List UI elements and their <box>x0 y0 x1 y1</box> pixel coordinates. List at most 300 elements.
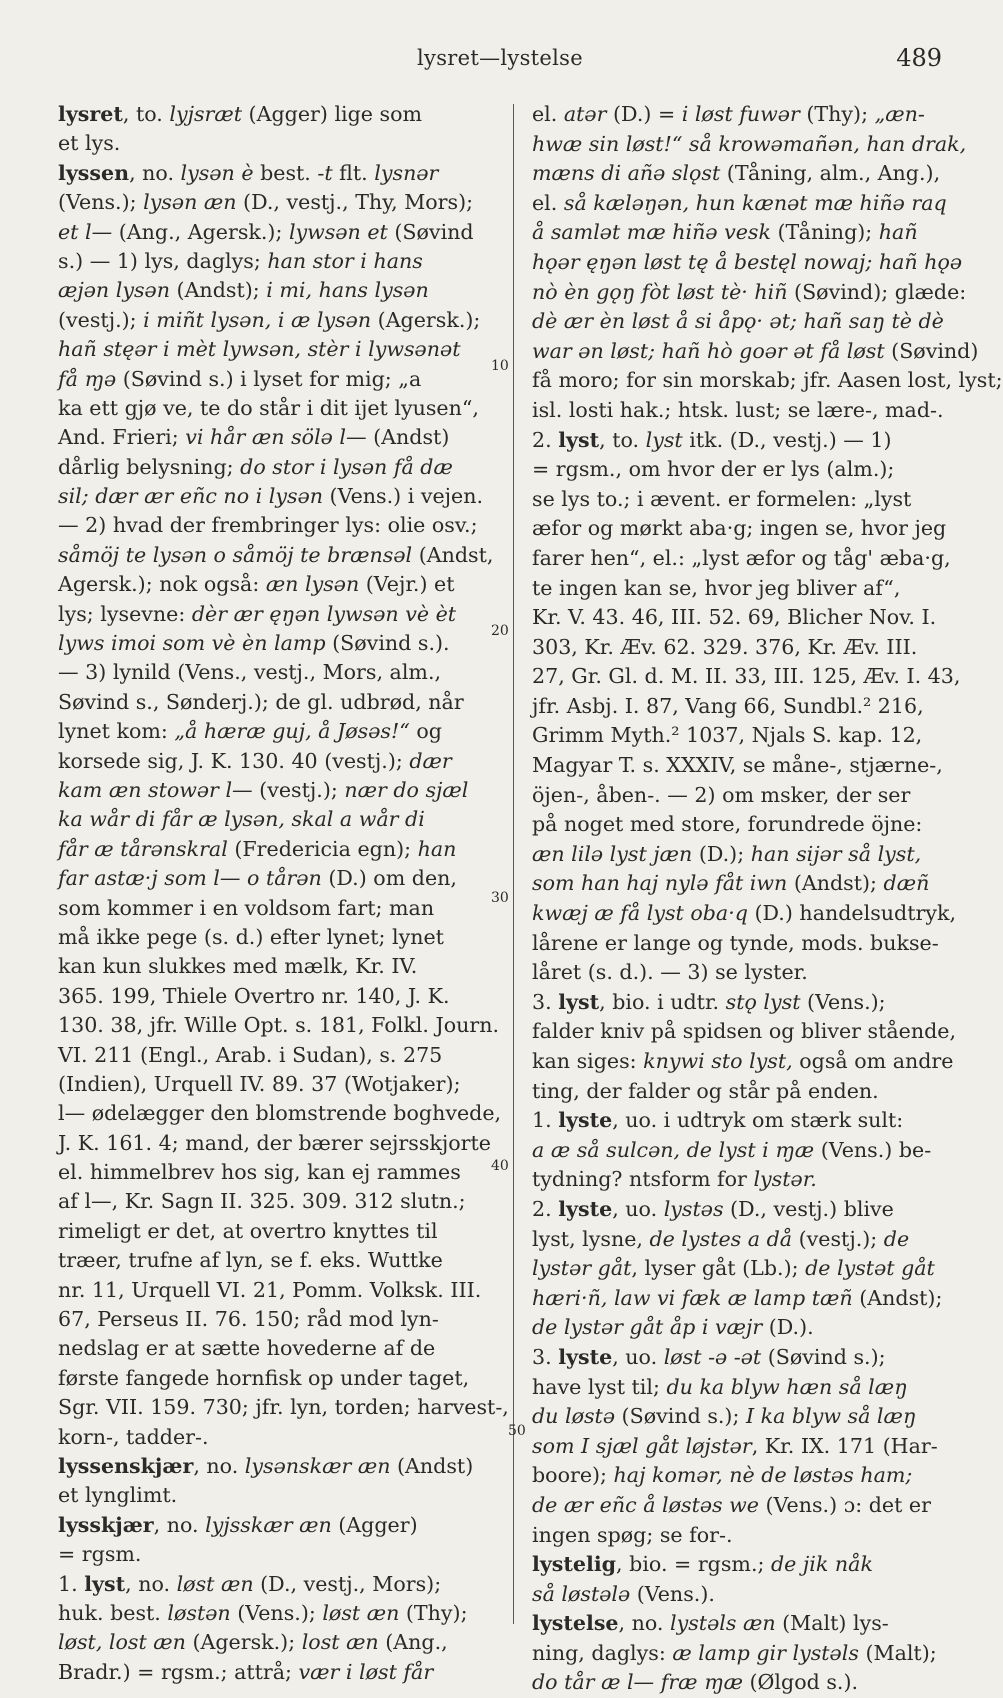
text-segment: Grimm Myth.² 1037, Njals S. kap. 12, <box>532 723 923 748</box>
text-segment: tydning? ntsform for <box>532 1167 754 1192</box>
text-segment: boore); <box>532 1463 614 1488</box>
text-segment: , lyser gåt (Lb.); <box>631 1256 806 1281</box>
text-segment: (Andst); <box>852 1285 943 1310</box>
dialect-form: de ær eñc å løstəs we <box>532 1492 759 1517</box>
text-segment: (Tåning); <box>770 220 879 245</box>
dialect-form: lystəs <box>663 1196 724 1221</box>
text-segment: , uo. <box>612 1196 664 1221</box>
dialect-form: haj komər, nè de løstəs ham; <box>613 1463 913 1488</box>
text-line <box>58 188 500 217</box>
text-segment: (Tåning, alm., Ang.), <box>720 161 941 186</box>
text-segment: (Søvind s.); <box>615 1404 746 1429</box>
text-segment: el. <box>532 190 564 215</box>
dialect-form: war ən løst; hañ hò goər ət få løst <box>532 338 885 363</box>
text-line <box>532 1254 944 1284</box>
text-line <box>58 1658 500 1687</box>
text-line <box>58 1158 500 1187</box>
text-segment: (vestj.); <box>252 777 345 802</box>
text-segment: 303, Kr. Æv. 62. 329. 376, Kr. Æv. III. <box>532 634 918 659</box>
text-line <box>58 952 500 981</box>
text-line <box>532 781 944 811</box>
text-segment: , bio. = rgsm.; <box>616 1552 771 1577</box>
headword: lyste <box>558 1108 613 1133</box>
dialect-form: lywsən et <box>288 219 388 244</box>
dialect-form: lysənskær æn <box>244 1453 391 1478</box>
text-segment: få moro; for sin morskab; jfr. Aasen lost, lyst; <box>532 368 1003 393</box>
text-segment: el. <box>532 102 564 126</box>
dialect-form: I ka blyw så læŋ <box>745 1404 917 1429</box>
text-line <box>532 1461 944 1491</box>
headword: lyste <box>558 1344 613 1369</box>
text-line <box>532 1106 944 1136</box>
text-segment: = rgsm. <box>58 1542 142 1567</box>
text-line <box>532 1195 944 1225</box>
dialect-form: „å hæræ guj, å Jøsəs!“ <box>174 719 410 744</box>
line-number: 20 <box>491 623 509 639</box>
text-line <box>58 658 500 687</box>
dialect-form: dær <box>409 748 452 773</box>
dialect-form: do tår æ l— fræ ɱæ <box>532 1670 743 1695</box>
text-line <box>532 396 944 426</box>
text-segment: (vestj.); <box>58 307 144 332</box>
text-segment: som kommer i en voldsom fart; man <box>58 895 435 920</box>
text-line <box>532 1373 944 1403</box>
text-segment: , no. <box>153 1512 206 1537</box>
text-segment: And. Frieri; <box>58 425 186 450</box>
text-segment: (D., vestj., Mors); <box>253 1571 442 1596</box>
text-line <box>532 692 944 722</box>
text-line <box>58 1099 500 1128</box>
line-number: 10 <box>491 358 509 374</box>
dialect-form: lyws imoi som vè èn lamp <box>58 631 326 656</box>
text-line <box>532 1136 944 1166</box>
text-segment: have lyst til; <box>532 1374 667 1399</box>
text-segment: (Agersk.); <box>185 1630 302 1655</box>
headword: lyssenskjær <box>58 1453 194 1478</box>
text-segment: kan kun slukkes med mælk, Kr. IV. <box>58 954 418 979</box>
dialect-form: hañ <box>878 220 918 245</box>
text-line <box>58 864 500 893</box>
text-line <box>532 840 944 870</box>
dialect-form: kwæj æ få lyst oba·q <box>532 901 748 926</box>
text-line <box>58 1305 500 1334</box>
text-line <box>58 1246 500 1275</box>
text-segment: Agersk.); nok også: <box>58 572 266 597</box>
dialect-form: de lystər gåt åp i væjr <box>532 1315 763 1340</box>
dialect-form: æjən lysən <box>58 278 170 303</box>
text-line <box>532 189 947 219</box>
text-line <box>58 423 500 452</box>
text-segment: VI. 211 (Engl., Arab. i Sudan), s. 275 <box>58 1042 443 1067</box>
text-segment: (Søvind); glæde: <box>787 279 967 304</box>
headword: lyst <box>84 1571 126 1596</box>
text-segment: (Malt) lys- <box>775 1611 889 1636</box>
dialect-form: som han haj nylə fåt iwn <box>532 871 788 896</box>
text-segment: 3. <box>532 989 559 1014</box>
dialect-form: kam æn stowər l— <box>58 777 253 802</box>
dialect-form: de <box>883 1226 910 1251</box>
text-line <box>58 982 500 1011</box>
text-segment: dårlig belysning; <box>58 454 241 479</box>
page-number: 489 <box>896 44 942 72</box>
dialect-form: æ lamp gir lystəls <box>672 1640 859 1665</box>
dialect-form: nò èn gǫŋ fòt løst tè· hiñ <box>532 279 788 304</box>
text-line <box>532 662 961 692</box>
text-line <box>58 218 500 247</box>
text-segment: et lynglimt. <box>58 1483 178 1508</box>
text-segment: Søvind s., Sønderj.); de gl. udbrød, når <box>58 689 464 714</box>
dialect-form: æn lysən <box>265 572 360 597</box>
headword: lyssen <box>58 160 130 185</box>
text-line <box>532 455 944 485</box>
text-segment: 2. <box>532 427 559 452</box>
text-line <box>58 394 500 423</box>
text-segment: lårene er lange og tynde, mods. bukse- <box>532 930 939 955</box>
text-segment: jfr. Asbj. I. 87, Vang 66, Sundbl.² 216, <box>532 693 924 718</box>
dialect-form: mæns di añə slǫst <box>532 161 721 186</box>
text-segment: öjen-, åben-. — 2) om msker, der ser <box>532 782 911 807</box>
dialect-form: lyst <box>645 427 683 452</box>
text-segment: l— ødelægger den blomstrende boghvede, <box>58 1101 502 1126</box>
text-segment: (Vens.) i vejen. <box>323 484 484 509</box>
headword: lyst <box>558 989 600 1014</box>
text-line <box>58 100 500 129</box>
dialect-form: du løstə <box>532 1404 616 1429</box>
dialect-form: et l— <box>58 219 113 244</box>
dialect-form: knywi sto lyst, <box>643 1049 793 1073</box>
dialect-form: så kæləŋən, hun kænət mæ hiñə raq <box>563 190 947 215</box>
text-line <box>532 1491 944 1521</box>
text-line <box>58 1334 500 1363</box>
text-segment: kan siges: <box>532 1049 644 1073</box>
text-line <box>532 1343 944 1373</box>
dialect-form: han stor i hans <box>267 248 423 273</box>
text-segment: (Søvind s.) i lyset for mig; „a <box>116 366 422 391</box>
text-segment: (Vens.) be- <box>814 1137 932 1162</box>
dialect-form: hwæ sin løst!“ så krowəmañən, han drak, <box>532 131 967 156</box>
text-line <box>532 100 944 130</box>
text-line <box>58 747 500 776</box>
text-segment: (D., vestj.) blive <box>723 1196 894 1221</box>
text-segment: træer, trufne af lyn, se f. eks. Wuttke <box>58 1248 443 1273</box>
dialect-form: hǫər ęŋən løst tę å bestęl nowaj; hañ hǫə <box>532 249 963 274</box>
text-segment: se lys to.; i ævent. er formelen: „lyst <box>532 486 912 511</box>
text-segment: (Ølgod s.). <box>742 1670 859 1695</box>
text-line <box>58 1187 500 1216</box>
text-segment: korn-, tadder-. <box>58 1424 209 1449</box>
text-line <box>532 574 944 604</box>
text-line <box>532 721 944 751</box>
text-segment: , no. <box>125 1571 177 1596</box>
text-line <box>532 1609 944 1639</box>
line-number: 50 <box>508 1423 526 1439</box>
text-line <box>532 426 944 456</box>
text-line <box>532 1165 944 1195</box>
text-segment: (Andst); <box>787 871 884 896</box>
text-line <box>58 1129 500 1158</box>
text-segment: 27, Gr. Gl. d. M. II. 33, III. 125, Æv. I. 43, <box>532 664 961 689</box>
text-segment: (Vens.); <box>230 1600 323 1625</box>
text-segment: 3. <box>532 1344 559 1369</box>
text-line <box>58 894 500 923</box>
text-segment: (vestj.); <box>792 1226 884 1251</box>
text-line <box>58 1364 500 1393</box>
text-line <box>58 365 500 394</box>
text-segment: Kr. V. 43. 46, III. 52. 69, Blicher Nov. I. <box>532 605 937 630</box>
text-segment: huk. best. <box>58 1600 168 1625</box>
text-segment: rimeligt er det, at overtro knyttes til <box>58 1218 438 1243</box>
text-segment: (D.) = <box>606 102 682 126</box>
text-line <box>532 1639 944 1669</box>
text-segment: et lys. <box>58 131 121 156</box>
dialect-form: får æ tårənskral <box>58 836 228 861</box>
text-line <box>532 1521 944 1551</box>
text-segment: flt. <box>332 160 375 185</box>
text-line <box>532 1432 944 1462</box>
text-line <box>58 129 500 158</box>
dialect-form: æn lilə lyst jæn <box>532 841 693 866</box>
text-line <box>58 1628 500 1657</box>
text-segment: Sgr. VII. 159. 730; jfr. lyn, torden; harvest-, <box>58 1395 509 1420</box>
text-line <box>532 130 967 160</box>
text-segment: isl. losti hak.; htsk. lust; se lære-, mad-. <box>532 397 944 422</box>
dialect-form: hañ stęər i mèt lywsən, stèr i lywsənət <box>58 337 461 362</box>
text-segment: falder kniv på spidsen og bliver stående, <box>532 1019 957 1044</box>
dialect-form: vi hår æn sölə l— <box>185 425 367 450</box>
text-line <box>532 1284 944 1314</box>
text-line <box>58 570 500 599</box>
text-line <box>532 1225 944 1255</box>
text-line <box>532 278 967 308</box>
text-line <box>532 366 1003 396</box>
dialect-form: de lystes a då <box>649 1226 793 1251</box>
text-segment: , Kr. IX. 171 (Har- <box>751 1433 938 1458</box>
text-line <box>532 159 944 189</box>
text-segment: (Søvind <box>387 219 474 244</box>
dialect-form: lystər. <box>753 1167 817 1192</box>
text-segment: (D.). <box>762 1315 814 1340</box>
text-segment: = rgsm., om hvor der er lys (alm.); <box>532 457 895 482</box>
dialect-form: lysən æn <box>143 190 237 215</box>
headword: lyste <box>558 1196 613 1221</box>
text-segment: — 3) lynild (Vens., vestj., Mors, alm., <box>58 660 442 685</box>
text-line <box>532 1580 944 1610</box>
dialect-form: løstən <box>167 1600 231 1625</box>
text-line <box>532 485 944 515</box>
dialect-form: de lystət gåt <box>805 1256 935 1281</box>
dialect-form: t <box>324 160 333 185</box>
text-segment: (Agger) lige som <box>242 102 423 126</box>
text-segment: (D.) handelsudtryk, <box>747 901 956 926</box>
text-segment: (Fredericia egn); <box>227 836 418 861</box>
text-line <box>58 805 500 834</box>
text-segment: må ikke pege (s. d.) efter lynet; lynet <box>58 924 444 949</box>
text-segment: , uo. <box>612 1344 664 1369</box>
text-segment: (Vens.); <box>58 190 144 215</box>
dialect-form: lyjsræt <box>169 102 243 126</box>
text-line <box>58 482 500 511</box>
text-segment: af l—, Kr. Sagn II. 325. 309. 312 slutn.; <box>58 1189 466 1214</box>
text-line <box>532 603 944 633</box>
dialect-form: dæñ <box>883 871 930 896</box>
dialect-form: lystəls æn <box>670 1611 776 1636</box>
text-segment: lynet kom: <box>58 719 175 744</box>
dialect-form: lyjsskær æn <box>205 1512 332 1537</box>
line-number: 30 <box>491 890 509 906</box>
text-line <box>532 1550 944 1580</box>
text-line <box>532 633 944 663</box>
text-line <box>58 1481 500 1510</box>
text-segment: (Andst) <box>366 425 450 450</box>
dialect-form: dèr ær ęŋən lywsən vè èt <box>191 601 457 626</box>
text-line <box>58 276 500 305</box>
dialect-form: nær do sjæl <box>344 777 469 802</box>
text-segment: låret (s. d.). — 3) se lyster. <box>532 960 808 985</box>
text-line <box>58 1599 500 1628</box>
text-segment: 1. <box>58 1571 85 1596</box>
dialect-form: du ka blyw hæn så læŋ <box>666 1374 908 1399</box>
text-line <box>532 899 956 929</box>
text-segment: 1. <box>532 1108 559 1133</box>
text-segment: æfor og mørkt aba·g; ingen se, hvor jeg <box>532 516 947 541</box>
text-line <box>532 988 944 1018</box>
text-segment: og <box>409 719 442 744</box>
dialect-form: løst æn <box>322 1600 400 1625</box>
text-segment: (Ang., <box>378 1630 448 1655</box>
text-segment: (Agger) <box>331 1512 418 1537</box>
text-line <box>532 1017 957 1047</box>
text-line <box>532 751 944 781</box>
text-segment: ingen spøg; se for-. <box>532 1522 733 1547</box>
text-line <box>532 810 944 840</box>
text-segment: — 2) hvad der frembringer lys: olie osv.; <box>58 513 478 538</box>
text-segment: (Malt); <box>858 1640 937 1665</box>
dialect-form: i miñt lysən, i æ lysən <box>143 307 372 332</box>
text-line <box>58 247 500 276</box>
text-line <box>58 541 500 570</box>
text-line <box>58 1511 500 1540</box>
text-segment: (Vens.). <box>630 1581 715 1606</box>
text-segment: itk. (D., vestj.) — 1) <box>682 427 892 452</box>
dialect-form: „æn- <box>874 102 925 126</box>
dialect-form: løst, lost æn <box>58 1630 186 1655</box>
text-segment: også om andre <box>792 1049 954 1073</box>
text-line <box>58 159 500 188</box>
headword: lyst <box>558 427 600 452</box>
headword: lystelse <box>532 1611 619 1636</box>
text-line <box>532 929 944 959</box>
dialect-form: såmöj te lysən o såmöj te brænsəl <box>58 542 413 567</box>
text-line <box>58 1070 500 1099</box>
text-line <box>532 1313 944 1343</box>
text-segment: (Thy); <box>799 102 875 126</box>
text-line <box>58 1423 500 1452</box>
dialect-form: do stor i lysən få dæ <box>240 454 453 479</box>
text-line <box>58 688 500 717</box>
text-segment: (Ang., Agersk.); <box>112 219 289 244</box>
text-line <box>532 218 944 248</box>
text-segment: , to. <box>599 427 646 452</box>
dialect-form: lystər gåt <box>532 1256 632 1281</box>
text-segment: første fangede hornfisk op under taget, <box>58 1365 470 1390</box>
text-segment: 67, Perseus II. 76. 150; råd mod lyn- <box>58 1307 439 1332</box>
text-segment: korsede sig, J. K. 130. 40 (vestj.); <box>58 748 410 773</box>
dialect-form: lysən è <box>180 160 254 185</box>
text-segment: på noget med store, forundrede öjne: <box>532 812 923 837</box>
dialect-form: atər <box>563 102 607 126</box>
text-segment: Magyar T. s. XXXIV, se måne-, stjærne-, <box>532 753 943 778</box>
right-column <box>532 100 1003 1698</box>
line-number: 40 <box>491 1158 509 1174</box>
text-segment: (Søvind s.); <box>761 1344 886 1369</box>
text-segment: (Indien), Urquell IV. 89. 37 (Wotjaker); <box>58 1071 461 1096</box>
text-segment: , to. <box>122 102 170 126</box>
text-line <box>532 1077 944 1107</box>
text-line <box>58 1011 500 1040</box>
dialect-form: han sijər så lyst, <box>750 841 922 866</box>
text-segment: lyst, lysne, <box>532 1226 650 1251</box>
headword: lystelig <box>532 1552 617 1577</box>
text-segment: , no. <box>193 1453 245 1478</box>
text-segment: te ingen kan se, hvor jeg bliver af“, <box>532 575 901 600</box>
text-line <box>58 1540 500 1569</box>
text-line <box>58 835 500 864</box>
text-line <box>58 1041 500 1070</box>
text-line <box>58 629 500 658</box>
text-segment: J. K. 161. 4; mand, der bærer sejrsskjorte <box>58 1130 491 1155</box>
text-segment: lys; lysevne: <box>58 601 192 626</box>
text-segment: 2. <box>532 1196 559 1221</box>
dialect-form: stǫ lyst <box>725 989 801 1014</box>
dialect-form: så løstələ <box>532 1581 631 1606</box>
text-line <box>532 544 951 574</box>
text-segment: , no. <box>618 1611 671 1636</box>
text-segment: (Søvind) <box>884 338 979 363</box>
text-line <box>58 453 500 482</box>
text-segment: (Søvind s.). <box>325 631 450 656</box>
text-segment: (Andst) <box>390 1453 474 1478</box>
text-line <box>58 1570 500 1599</box>
text-segment: (D., vestj., Thy, Mors); <box>236 190 474 215</box>
text-segment: (Agersk.); <box>371 307 481 332</box>
dialect-form: hæri·ñ, law vi fæk æ lamp tæñ <box>532 1285 853 1310</box>
dialect-form: få ɱə <box>58 366 117 391</box>
text-line <box>532 869 944 899</box>
text-segment: farer hen“, el.: „lyst æfor og tåg' æba·g, <box>532 545 951 570</box>
text-segment: best. - <box>253 160 325 185</box>
text-segment: (Thy); <box>399 1600 468 1625</box>
text-segment: nedslag er at sætte hovederne af de <box>58 1336 436 1361</box>
text-segment: (Andst, <box>412 542 494 567</box>
text-segment: ting, der falder og står på enden. <box>532 1078 879 1103</box>
dialect-form: a æ så sulcən, de lyst i ɱæ <box>532 1137 815 1162</box>
dialect-form: i løst fuwər <box>681 102 800 126</box>
text-segment: 365. 199, Thiele Overtro nr. 140, J. K. <box>58 983 450 1008</box>
text-segment: ning, daglys: <box>532 1640 673 1665</box>
dialect-form: i mi, hans lysən <box>266 278 429 303</box>
text-segment: (D.) om den, <box>321 866 457 891</box>
headword: lysskjær <box>58 1512 154 1537</box>
text-segment: , no. <box>129 160 181 185</box>
dialect-form: lysnər <box>374 160 439 185</box>
dialect-form: sil; dær ær eñc no i lysən <box>58 484 324 509</box>
text-line <box>58 335 500 364</box>
text-segment: el. himmelbrev hos sig, kan ej rammes <box>58 1160 461 1185</box>
text-line <box>58 1452 500 1481</box>
dialect-form: lost æn <box>301 1630 379 1655</box>
text-line <box>532 337 979 367</box>
text-line <box>532 248 963 278</box>
